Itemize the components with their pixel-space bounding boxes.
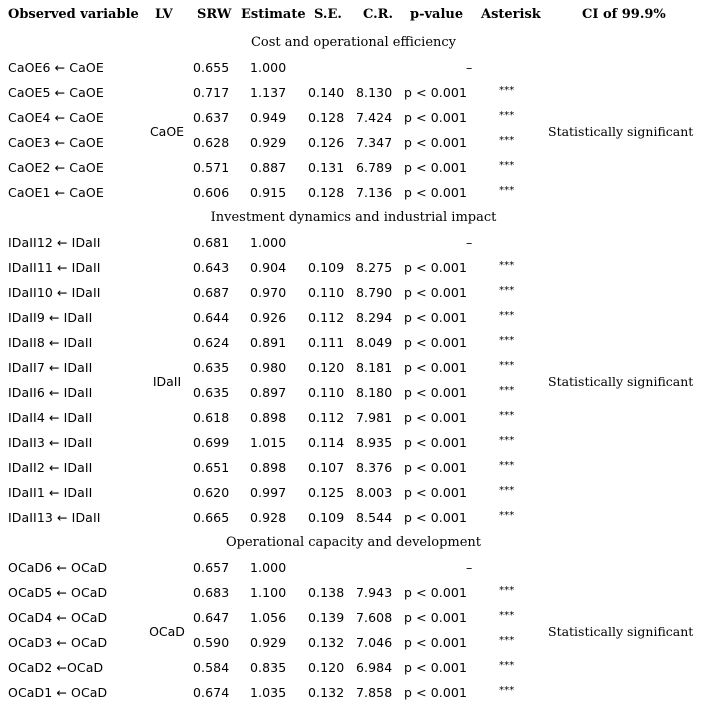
observed-variable-cell: IDaII9 ← IDaII bbox=[8, 310, 93, 325]
table-row bbox=[0, 433, 707, 458]
estimate-cell: 0.929 bbox=[250, 135, 287, 150]
header-srw: SRW bbox=[197, 7, 232, 22]
table-row bbox=[0, 683, 707, 708]
cr-cell: 7.347 bbox=[356, 135, 393, 150]
se-cell: 0.132 bbox=[308, 635, 345, 650]
section-title: Operational capacity and development bbox=[225, 535, 482, 550]
se-cell: 0.112 bbox=[308, 310, 345, 325]
table-row bbox=[0, 508, 707, 533]
cr-cell: 7.608 bbox=[356, 610, 393, 625]
srw-cell: 0.635 bbox=[193, 385, 230, 400]
asterisk-cell: *** bbox=[499, 435, 515, 446]
observed-variable-cell: CaOE3 ← CaOE bbox=[8, 135, 104, 150]
asterisk-cell: *** bbox=[499, 585, 515, 596]
observed-variable-cell: OCaD2 ←OCaD bbox=[8, 660, 104, 675]
p-value-cell: p < 0.001 bbox=[404, 610, 468, 625]
table-row bbox=[0, 308, 707, 333]
se-cell: 0.120 bbox=[308, 360, 345, 375]
srw-cell: 0.584 bbox=[193, 660, 230, 675]
asterisk-cell: *** bbox=[499, 385, 515, 396]
srw-cell: 0.647 bbox=[193, 610, 230, 625]
cr-cell: 7.136 bbox=[356, 185, 393, 200]
estimate-cell: 0.980 bbox=[250, 360, 287, 375]
table-row bbox=[0, 183, 707, 208]
p-value-cell: p < 0.001 bbox=[404, 185, 468, 200]
asterisk-cell: *** bbox=[499, 335, 515, 346]
srw-cell: 0.655 bbox=[193, 60, 230, 75]
srw-cell: 0.651 bbox=[193, 460, 230, 475]
se-cell: 0.107 bbox=[308, 460, 345, 475]
header-lv: LV bbox=[155, 7, 173, 22]
table-row bbox=[0, 658, 707, 683]
ci-significance-label: Statistically significant bbox=[548, 374, 694, 389]
srw-cell: 0.624 bbox=[193, 335, 230, 350]
table-row bbox=[0, 583, 707, 608]
p-value-cell: p < 0.001 bbox=[404, 360, 468, 375]
estimate-cell: 0.891 bbox=[250, 335, 287, 350]
se-cell: 0.128 bbox=[308, 185, 345, 200]
estimate-cell: 1.000 bbox=[250, 60, 287, 75]
p-value-cell: p < 0.001 bbox=[404, 260, 468, 275]
se-cell: 0.110 bbox=[308, 285, 345, 300]
se-cell: 0.125 bbox=[308, 485, 345, 500]
estimate-cell: 0.904 bbox=[250, 260, 287, 275]
estimate-cell: 0.928 bbox=[250, 510, 287, 525]
latent-variable-label: CaOE bbox=[149, 124, 185, 139]
cr-cell: 8.049 bbox=[356, 335, 393, 350]
table-row bbox=[0, 83, 707, 108]
estimate-cell: 0.929 bbox=[250, 635, 287, 650]
p-value-cell: p < 0.001 bbox=[404, 460, 468, 475]
srw-cell: 0.674 bbox=[193, 685, 230, 700]
estimate-cell: 0.898 bbox=[250, 460, 287, 475]
cr-cell: 8.130 bbox=[356, 85, 393, 100]
se-cell: 0.114 bbox=[308, 435, 345, 450]
cr-cell: 7.981 bbox=[356, 410, 393, 425]
asterisk-cell: *** bbox=[499, 260, 515, 271]
observed-variable-cell: CaOE1 ← CaOE bbox=[8, 185, 104, 200]
srw-cell: 0.681 bbox=[193, 235, 230, 250]
p-value-cell: p < 0.001 bbox=[404, 510, 468, 525]
estimate-cell: 1.056 bbox=[250, 610, 287, 625]
asterisk-cell: *** bbox=[499, 460, 515, 471]
srw-cell: 0.620 bbox=[193, 485, 230, 500]
cr-cell: 8.181 bbox=[356, 360, 393, 375]
asterisk-cell: *** bbox=[499, 360, 515, 371]
cr-cell: 7.424 bbox=[356, 110, 393, 125]
cr-cell: 8.935 bbox=[356, 435, 393, 450]
estimate-cell: 0.949 bbox=[250, 110, 287, 125]
estimate-cell: 0.970 bbox=[250, 285, 287, 300]
observed-variable-cell: CaOE5 ← CaOE bbox=[8, 85, 104, 100]
p-value-cell: p < 0.001 bbox=[404, 135, 468, 150]
estimate-cell: 1.015 bbox=[250, 435, 287, 450]
srw-cell: 0.687 bbox=[193, 285, 230, 300]
observed-variable-cell: IDaII12 ← IDaII bbox=[8, 235, 101, 250]
asterisk-cell: *** bbox=[499, 285, 515, 296]
estimate-cell: 1.137 bbox=[250, 85, 287, 100]
srw-cell: 0.644 bbox=[193, 310, 230, 325]
srw-cell: 0.618 bbox=[193, 410, 230, 425]
table-row bbox=[0, 408, 707, 433]
estimate-cell: 0.915 bbox=[250, 185, 287, 200]
asterisk-cell: *** bbox=[499, 685, 515, 696]
p-value-cell: p < 0.001 bbox=[404, 385, 468, 400]
asterisk-cell: *** bbox=[499, 610, 515, 621]
observed-variable-cell: OCaD3 ← OCaD bbox=[8, 635, 108, 650]
observed-variable-cell: CaOE6 ← CaOE bbox=[8, 60, 104, 75]
estimate-cell: 1.035 bbox=[250, 685, 287, 700]
p-value-cell: p < 0.001 bbox=[404, 435, 468, 450]
se-cell: 0.112 bbox=[308, 410, 345, 425]
estimate-cell: 0.897 bbox=[250, 385, 287, 400]
observed-variable-cell: IDaII2 ← IDaII bbox=[8, 460, 93, 475]
p-value-cell: p < 0.001 bbox=[404, 635, 468, 650]
latent-variable-label: IDaII bbox=[152, 374, 182, 389]
se-cell: 0.111 bbox=[308, 335, 345, 350]
observed-variable-cell: OCaD1 ← OCaD bbox=[8, 685, 108, 700]
observed-variable-cell: OCaD5 ← OCaD bbox=[8, 585, 108, 600]
cr-cell: 6.984 bbox=[356, 660, 393, 675]
observed-variable-cell: CaOE2 ← CaOE bbox=[8, 160, 104, 175]
ci-significance-label: Statistically significant bbox=[548, 624, 694, 639]
asterisk-cell: *** bbox=[499, 635, 515, 646]
estimate-cell: 0.887 bbox=[250, 160, 287, 175]
observed-variable-cell: IDaII4 ← IDaII bbox=[8, 410, 93, 425]
se-cell: 0.140 bbox=[308, 85, 345, 100]
ci-significance-label: Statistically significant bbox=[548, 124, 694, 139]
se-cell: 0.110 bbox=[308, 385, 345, 400]
cr-cell: 8.275 bbox=[356, 260, 393, 275]
se-cell: 0.126 bbox=[308, 135, 345, 150]
asterisk-cell: *** bbox=[499, 660, 515, 671]
observed-variable-cell: IDaII10 ← IDaII bbox=[8, 285, 101, 300]
p-value-cell: p < 0.001 bbox=[404, 410, 468, 425]
cr-cell: 7.046 bbox=[356, 635, 393, 650]
cr-cell: 7.943 bbox=[356, 585, 393, 600]
cr-cell: 8.294 bbox=[356, 310, 393, 325]
asterisk-cell: *** bbox=[499, 85, 515, 96]
srw-cell: 0.717 bbox=[193, 85, 230, 100]
se-cell: 0.109 bbox=[308, 260, 345, 275]
estimate-cell: 0.898 bbox=[250, 410, 287, 425]
header-p-value: p-value bbox=[410, 7, 464, 22]
observed-variable-cell: IDaII1 ← IDaII bbox=[8, 485, 93, 500]
cr-cell: 8.544 bbox=[356, 510, 393, 525]
estimate-cell: 1.100 bbox=[250, 585, 287, 600]
table-row bbox=[0, 458, 707, 483]
cr-cell: 8.003 bbox=[356, 485, 393, 500]
se-cell: 0.139 bbox=[308, 610, 345, 625]
table-row bbox=[0, 233, 707, 258]
asterisk-cell: *** bbox=[499, 310, 515, 321]
observed-variable-cell: OCaD4 ← OCaD bbox=[8, 610, 108, 625]
p-value-cell: p < 0.001 bbox=[404, 335, 468, 350]
header-asterisk: Asterisk bbox=[481, 7, 541, 22]
srw-cell: 0.643 bbox=[193, 260, 230, 275]
p-value-cell: p < 0.001 bbox=[404, 285, 468, 300]
observed-variable-cell: IDaII8 ← IDaII bbox=[8, 335, 93, 350]
se-cell: 0.132 bbox=[308, 685, 345, 700]
srw-cell: 0.635 bbox=[193, 360, 230, 375]
table-row bbox=[0, 158, 707, 183]
estimate-cell: 0.835 bbox=[250, 660, 287, 675]
observed-variable-cell: IDaII6 ← IDaII bbox=[8, 385, 93, 400]
srw-cell: 0.590 bbox=[193, 635, 230, 650]
asterisk-cell: *** bbox=[499, 410, 515, 421]
p-value-cell: p < 0.001 bbox=[404, 585, 468, 600]
se-cell: 0.120 bbox=[308, 660, 345, 675]
asterisk-cell: *** bbox=[499, 110, 515, 121]
srw-cell: 0.628 bbox=[193, 135, 230, 150]
estimate-cell: 1.000 bbox=[250, 560, 287, 575]
asterisk-cell: *** bbox=[499, 485, 515, 496]
estimate-cell: 1.000 bbox=[250, 235, 287, 250]
p-value-cell: – bbox=[466, 235, 473, 250]
table-row bbox=[0, 483, 707, 508]
estimate-cell: 0.926 bbox=[250, 310, 287, 325]
header-ci: CI of 99.9% bbox=[582, 7, 666, 22]
table-row bbox=[0, 558, 707, 583]
header-se: S.E. bbox=[314, 7, 342, 22]
srw-cell: 0.606 bbox=[193, 185, 230, 200]
srw-cell: 0.665 bbox=[193, 510, 230, 525]
p-value-cell: – bbox=[466, 60, 473, 75]
cr-cell: 8.180 bbox=[356, 385, 393, 400]
srw-cell: 0.699 bbox=[193, 435, 230, 450]
cr-cell: 6.789 bbox=[356, 160, 393, 175]
srw-cell: 0.571 bbox=[193, 160, 230, 175]
header-cr: C.R. bbox=[363, 7, 393, 22]
asterisk-cell: *** bbox=[499, 510, 515, 521]
cr-cell: 8.790 bbox=[356, 285, 393, 300]
srw-cell: 0.657 bbox=[193, 560, 230, 575]
header-estimate: Estimate bbox=[241, 7, 306, 22]
observed-variable-cell: IDaII3 ← IDaII bbox=[8, 435, 93, 450]
table-row bbox=[0, 258, 707, 283]
p-value-cell: p < 0.001 bbox=[404, 310, 468, 325]
observed-variable-cell: IDaII11 ← IDaII bbox=[8, 260, 101, 275]
header-observed-variable: Observed variable bbox=[8, 7, 139, 22]
p-value-cell: – bbox=[466, 560, 473, 575]
asterisk-cell: *** bbox=[499, 135, 515, 146]
p-value-cell: p < 0.001 bbox=[404, 160, 468, 175]
asterisk-cell: *** bbox=[499, 185, 515, 196]
p-value-cell: p < 0.001 bbox=[404, 485, 468, 500]
table-row bbox=[0, 283, 707, 308]
estimate-cell: 0.997 bbox=[250, 485, 287, 500]
p-value-cell: p < 0.001 bbox=[404, 660, 468, 675]
asterisk-cell: *** bbox=[499, 160, 515, 171]
section-title: Investment dynamics and industrial impact bbox=[210, 210, 497, 225]
srw-cell: 0.683 bbox=[193, 585, 230, 600]
cr-cell: 7.858 bbox=[356, 685, 393, 700]
observed-variable-cell: IDaII13 ← IDaII bbox=[8, 510, 101, 525]
table-row bbox=[0, 58, 707, 83]
cr-cell: 8.376 bbox=[356, 460, 393, 475]
observed-variable-cell: OCaD6 ← OCaD bbox=[8, 560, 108, 575]
observed-variable-cell: CaOE4 ← CaOE bbox=[8, 110, 104, 125]
se-cell: 0.109 bbox=[308, 510, 345, 525]
p-value-cell: p < 0.001 bbox=[404, 85, 468, 100]
observed-variable-cell: IDaII7 ← IDaII bbox=[8, 360, 93, 375]
se-cell: 0.131 bbox=[308, 160, 345, 175]
p-value-cell: p < 0.001 bbox=[404, 685, 468, 700]
p-value-cell: p < 0.001 bbox=[404, 110, 468, 125]
se-cell: 0.128 bbox=[308, 110, 345, 125]
table-row bbox=[0, 333, 707, 358]
section-title: Cost and operational efficiency bbox=[250, 35, 457, 50]
latent-variable-label: OCaD bbox=[149, 624, 185, 639]
srw-cell: 0.637 bbox=[193, 110, 230, 125]
se-cell: 0.138 bbox=[308, 585, 345, 600]
